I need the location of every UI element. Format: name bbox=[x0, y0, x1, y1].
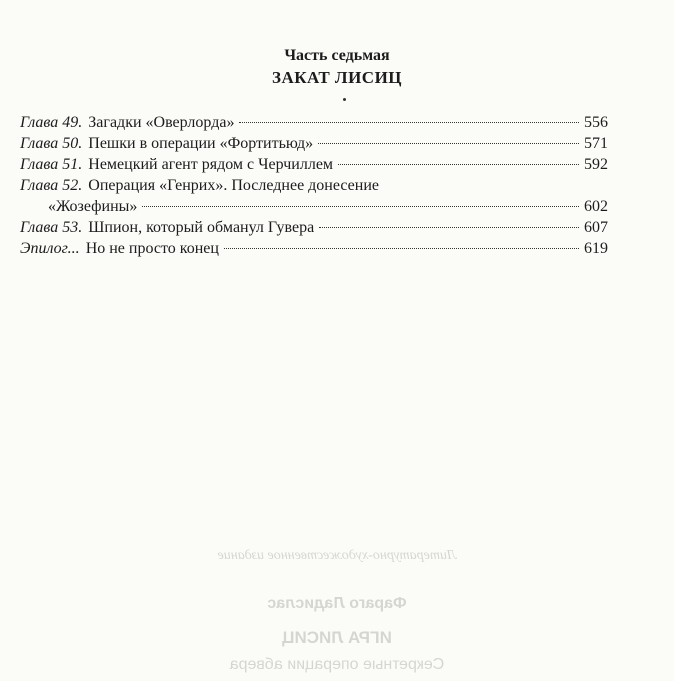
toc-page-number: 571 bbox=[584, 135, 608, 152]
toc-chapter-title: «Жозефины» bbox=[48, 198, 138, 215]
toc-page-number: 602 bbox=[584, 198, 608, 215]
toc-chapter-label: Глава 51. bbox=[20, 156, 83, 173]
bleedthrough-line-4: Секретные операции абвера bbox=[229, 656, 445, 673]
toc-row bbox=[20, 154, 608, 175]
ornament-dot bbox=[343, 98, 346, 101]
toc-chapter-label: Глава 49. bbox=[20, 114, 83, 131]
toc-chapter-label: Глава 52. bbox=[20, 177, 83, 194]
toc-page-number: 619 bbox=[584, 240, 608, 257]
toc-leader-dots bbox=[142, 206, 579, 207]
toc-leader-dots bbox=[224, 248, 579, 249]
toc-row bbox=[20, 112, 608, 133]
bleedthrough-line-1: Литературно-художественное издание bbox=[217, 548, 457, 563]
toc-chapter-title: Операция «Генрих». Последнее донесение bbox=[88, 177, 379, 194]
toc-row-continuation bbox=[20, 196, 608, 217]
bleedthrough-line-3: ИГРА ЛИСИЦ bbox=[282, 628, 392, 647]
toc-page-number: 592 bbox=[584, 156, 608, 173]
toc-chapter-label: Глава 53. bbox=[20, 219, 83, 236]
toc-leader-dots bbox=[318, 143, 579, 144]
toc-chapter-title: Но не просто конец bbox=[85, 240, 219, 257]
toc-leader-dots bbox=[239, 122, 579, 123]
toc-chapter-title: Немецкий агент рядом с Черчиллем bbox=[88, 156, 334, 173]
part-title: ЗАКАТ ЛИСИЦ bbox=[271, 68, 403, 87]
toc-chapter-title: Пешки в операции «Фортитьюд» bbox=[88, 135, 314, 152]
toc-chapter-label: Глава 50. bbox=[20, 135, 83, 152]
toc-row bbox=[20, 133, 608, 154]
table-of-contents bbox=[20, 112, 608, 259]
toc-row bbox=[20, 217, 608, 238]
toc-row bbox=[20, 238, 608, 259]
toc-chapter-title: Загадки «Оверлорда» bbox=[88, 114, 235, 131]
part-label: Часть седьмая bbox=[284, 47, 390, 64]
toc-page-number: 607 bbox=[584, 219, 608, 236]
toc-page-number: 556 bbox=[584, 114, 608, 131]
toc-leader-dots bbox=[319, 227, 579, 228]
toc-leader-dots bbox=[338, 164, 579, 165]
bleedthrough-line-2: Фараго Ладислас bbox=[267, 595, 407, 612]
toc-row bbox=[20, 175, 608, 196]
toc-chapter-label: Эпилог... bbox=[20, 240, 80, 257]
toc-chapter-title: Шпион, который обманул Гувера bbox=[88, 219, 315, 236]
